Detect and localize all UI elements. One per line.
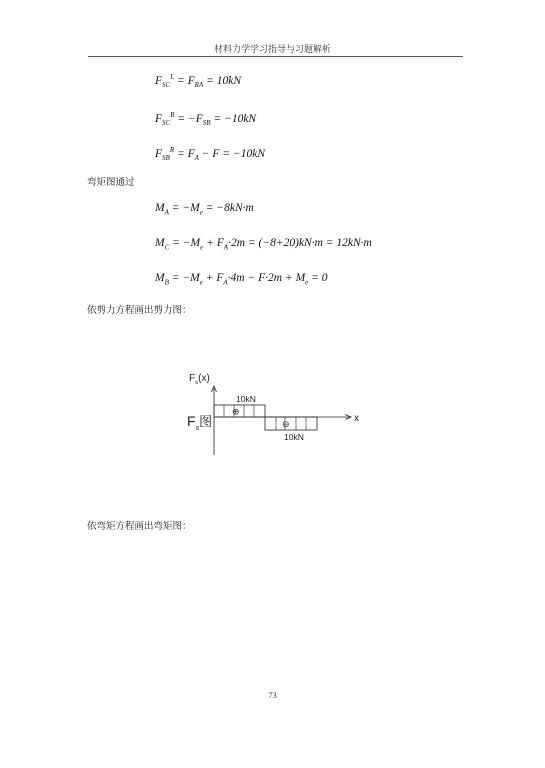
negative-shear-block <box>265 417 317 430</box>
x-axis-label: x <box>354 413 359 424</box>
positive-value-label: 10kN <box>236 394 256 404</box>
negative-value-label: 10kN <box>284 432 304 442</box>
y-axis-label: $F_s(x)$ <box>189 373 210 386</box>
moment-heading: 弯矩图通过 <box>87 177 135 188</box>
equation-fsc-right: $F_{SC}^R = -F_{SB} = -10kN$ <box>155 111 257 128</box>
equation-fsc-left: $F_{SC}^L = F_{RA} = 10kN$ <box>155 73 242 90</box>
equation-fsb-right: $F_{SB}^R = F_A - F = -10kN$ <box>155 146 266 163</box>
equation-mb: $M_B = -M_e + F_A\cdot 4m - F\cdot 2m + M_e = 0$ <box>155 272 328 287</box>
negative-sign: ⊖ <box>282 419 290 429</box>
shear-diagram-heading: 依剪力方程画出剪力图： <box>87 305 192 316</box>
diagram-title: $F_s$图 <box>187 413 213 432</box>
equation-mc: $M_C = -M_e + F_A\cdot 2m = (-8+20)kN\cdot m = 12kN\cdot m$ <box>155 237 372 252</box>
page-number: 73 <box>268 690 277 700</box>
moment-diagram-heading: 依弯矩方程画出弯矩图： <box>87 521 192 532</box>
equation-ma: $M_A = -M_e = -8kN\cdot m$ <box>155 202 254 217</box>
positive-sign: ⊕ <box>232 406 240 417</box>
running-header: 材料力学学习指导与习题解析 <box>213 45 331 55</box>
